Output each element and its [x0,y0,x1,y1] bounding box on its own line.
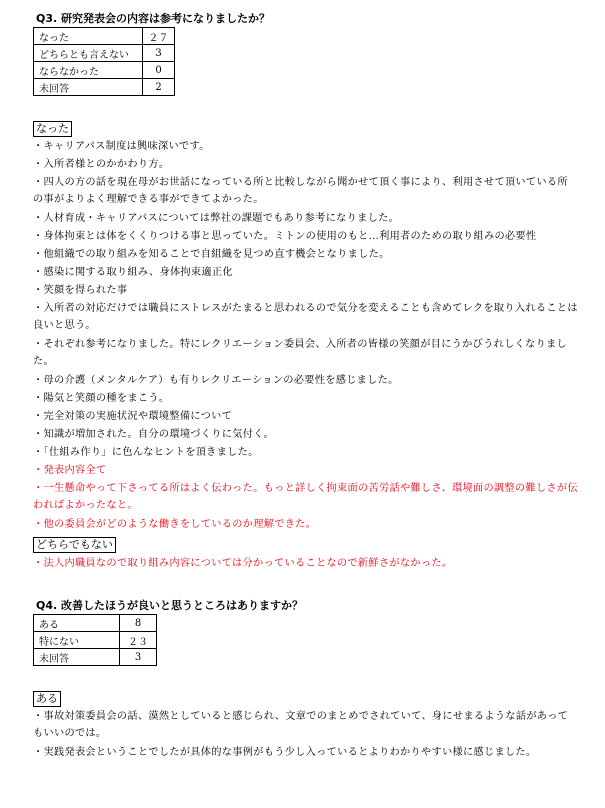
list-item: ・事故対策委員会の話、漠然としていると感じられ、文章でのまとめでされていて、身にせまるような話があってもいいのでは。 [33,711,569,739]
table-row [34,28,175,45]
list-item: ・一生懸命やって下さってる所はよく伝わった。もっと詳しく拘束面の苦労話や難しさ、環境面の調整の難しさが伝わればよかったなと。 [33,483,578,511]
list-item: ・入所者の対応だけでは職員にストレスがたまると思われるので気分を変えることも含めてレクを取り入れることは良いと思う。 [33,303,578,331]
row-value: 0 [143,62,175,79]
list-item: ・四人の方の話を現在母がお世話になっている所と比較しながら聞かせて頂く事により、利用させて頂いている所の事がよりよく理解できる事ができてよかった。 [33,177,568,205]
list-item: ・発表内容全て [33,465,107,476]
row-value: 3 [120,649,157,666]
table-row [34,45,175,62]
list-item: ・陽気と笑顔の種をまこう。 [33,393,170,404]
section-label-natta: なった [33,121,72,137]
row-value: 2 [143,79,175,96]
row-label: 未回答 [34,79,143,96]
row-value: 3 [143,45,175,62]
list-item: ・母の介護（メンタルケア）も有りレクリエーションの必要性を感じました。 [33,375,399,386]
list-item: ・法人内職員なので取り組み内容については分かっていることなので新鮮さがなかった。 [33,558,453,569]
row-label: どちらとも言えない [34,45,143,62]
row-value: ２７ [143,28,175,45]
list-item: ・完全対策の実施状況や環境整備について [33,411,233,422]
row-value: 8 [120,615,157,632]
q3-title: Q3. 研究発表会の内容は参考になりましたか？ [36,12,271,25]
list-item: ・実践発表会ということでしたが具体的な事例がもう少し入っているとよりわかりやすい様に感じました。 [33,747,537,758]
row-value: ２３ [120,632,157,649]
list-item: ・笑顔を得られた事 [33,285,128,296]
list-item: ・キャリアパス制度は興味深いです。 [33,141,210,152]
section-label-aru: ある [33,691,61,707]
list-item: ・他の委員会がどのような働きをしているのか理解できた。 [33,519,317,530]
row-label: ならなかった [34,62,143,79]
q4-results-table [33,614,157,666]
list-item: ・人材育成・キャリアパスについては弊社の課題でもあり参考になりました。 [33,213,400,224]
row-label: ある [34,615,120,632]
row-label: 特にない [34,632,120,649]
table-row [34,649,157,666]
list-item: ・感染に関する取り組み、身体拘束適正化 [33,267,233,278]
list-item: ・身体拘束とは体をくくりつける事と思っていた。ミトンの使用のもと…利用者のための取り組みの必要性 [33,231,537,242]
list-item: ・入所者様とのかかわり方。 [33,159,170,170]
q4-title: Q4. 改善したほうが良いと思うところはありますか？ [36,599,304,612]
table-row [34,632,157,649]
list-item: ・他組織での取り組みを知ることで自組織を見つめ直す機会となりました。 [33,249,390,260]
table-row [34,62,175,79]
row-label: なった [34,28,143,45]
row-label: 未回答 [34,649,120,666]
table-row [34,79,175,96]
section-label-dochira: どちらでもない [33,537,116,553]
table-row [34,615,157,632]
list-item: ・それぞれ参考になりました。特にレクリエーション委員会、入所者の皆様の笑顔が目にうかびうれしくなりました。 [33,339,568,367]
q3-results-table [33,27,175,96]
list-item: ・「仕組み作り」に色んなヒントを頂きました。 [33,447,259,458]
list-item: ・知識が増加された。自分の環境づくりに気付く。 [33,429,275,440]
